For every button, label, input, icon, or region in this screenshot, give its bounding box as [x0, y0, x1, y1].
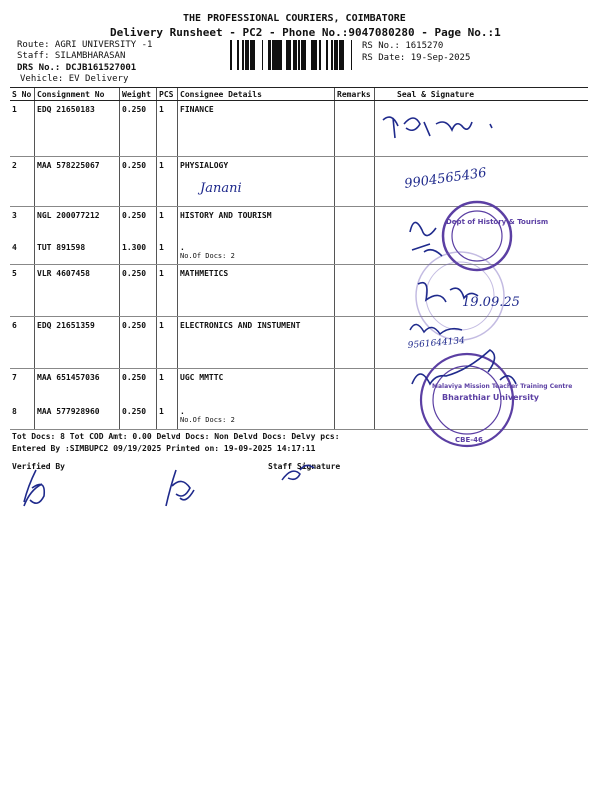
consignment-no: MAA 577928960 [35, 403, 120, 430]
phone-handwritten-1: 9904565436 [403, 165, 488, 192]
company-name: THE PROFESSIONAL COURIERS, COIMBATORE [183, 13, 406, 24]
pcs: 1 [157, 239, 178, 265]
consignee: PHYSIALOGY [178, 157, 335, 207]
signature-row-3 [410, 222, 442, 256]
history-dept-stamp [443, 202, 548, 270]
pcs: 1 [157, 265, 178, 317]
consignee: FINANCE [178, 101, 335, 157]
stamp-history-text: Dept of History & Tourism [446, 218, 549, 226]
col-consignment: Consignment No [35, 88, 120, 101]
weight: 0.250 [120, 317, 157, 369]
pcs: 1 [157, 369, 178, 403]
bharathiar-stamp [421, 354, 572, 446]
runsheet-title: Delivery Runsheet - PC2 - Phone No.:9047080280 - Page No.:1 [110, 26, 501, 39]
consignee: MATHMETICS [178, 265, 335, 317]
vehicle-label: Vehicle: EV Delivery [20, 74, 129, 84]
verified-signature [24, 470, 44, 506]
consignee: UGC MMTTC [178, 369, 335, 403]
weight: 0.250 [120, 101, 157, 157]
consignee-dot: . [180, 242, 185, 252]
consignee-dot: . [180, 406, 185, 416]
pcs: 1 [157, 403, 178, 430]
totals-summary: Tot Docs: 8 Tot COD Amt: 0.00 Delvd Docs: Non Delvd Docs: Delvy pcs: [12, 432, 340, 441]
weight: 0.250 [120, 265, 157, 317]
rs-number: RS No.: 1615270 [362, 41, 444, 51]
col-sno: S No [10, 88, 35, 101]
consignee: ELECTRONICS AND INSTUMENT [178, 317, 335, 369]
pcs: 1 [157, 101, 178, 157]
rs-date: RS Date: 19-Sep-2025 [362, 53, 471, 63]
docs-count: No.Of Docs: 2 [180, 251, 235, 260]
sno: 8 [10, 403, 35, 430]
sno: 6 [10, 317, 35, 369]
stamp-university-text: Bharathiar University [442, 393, 539, 402]
weight: 0.250 [120, 369, 157, 403]
col-remarks: Remarks [335, 88, 375, 101]
consignment-no: MAA 651457036 [35, 369, 120, 403]
drs-number: DRS No.: DCJB161527001 [17, 63, 137, 73]
staff-signature [282, 465, 314, 480]
pcs: 1 [157, 207, 178, 239]
col-weight: Weight [120, 88, 157, 101]
pcs: 1 [157, 157, 178, 207]
consignment-no: NGL 200077212 [35, 207, 120, 239]
weight: 0.250 [120, 157, 157, 207]
docs-count: No.Of Docs: 2 [180, 415, 235, 424]
staff-signature-label: Staff Signature [268, 462, 341, 471]
consignment-no: TUT 891598 [35, 239, 120, 265]
weight: 0.250 [120, 207, 157, 239]
consignment-no: EDQ 21650183 [35, 101, 120, 157]
route-label: Route: AGRI UNIVERSITY -1 [17, 40, 153, 50]
consignment-no: MAA 578225067 [35, 157, 120, 207]
col-pcs: PCS [157, 88, 178, 101]
sno: 1 [10, 101, 35, 157]
consignment-no: VLR 4607458 [35, 265, 120, 317]
stamp-cbe-text: CBE-46 [455, 436, 483, 444]
col-seal: Seal & Signature [375, 88, 589, 101]
staff-label: Staff: SILAMBHARASAN [17, 51, 126, 61]
stamp-ring-text: Malaviya Mission Teacher Training Centre [432, 383, 573, 390]
verified-by-label: Verified By [12, 462, 65, 471]
weight: 0.250 [120, 403, 157, 430]
date-handwritten: 19.09.25 [462, 295, 520, 310]
sno: 7 [12, 373, 17, 382]
pcs: 1 [157, 317, 178, 369]
entered-by: Entered By :SIMBUPC2 09/19/2025 Printed on: 19-09-2025 14:17:11 [12, 444, 316, 453]
sno: 2 [10, 157, 35, 207]
sno: 4 [10, 239, 35, 265]
weight: 1.300 [120, 239, 157, 265]
col-consignee: Consignee Details [178, 88, 335, 101]
signature-row-1 [383, 117, 492, 138]
consignment-no: EDQ 21651359 [35, 317, 120, 369]
sno: 3 [12, 211, 17, 220]
phone-handwritten-2: 9561644134 [407, 336, 466, 351]
sno: 5 [10, 265, 35, 317]
consignee: HISTORY AND TOURISM [178, 207, 335, 239]
janani-handwritten: Janani [200, 181, 242, 196]
entered-signature [166, 470, 194, 506]
